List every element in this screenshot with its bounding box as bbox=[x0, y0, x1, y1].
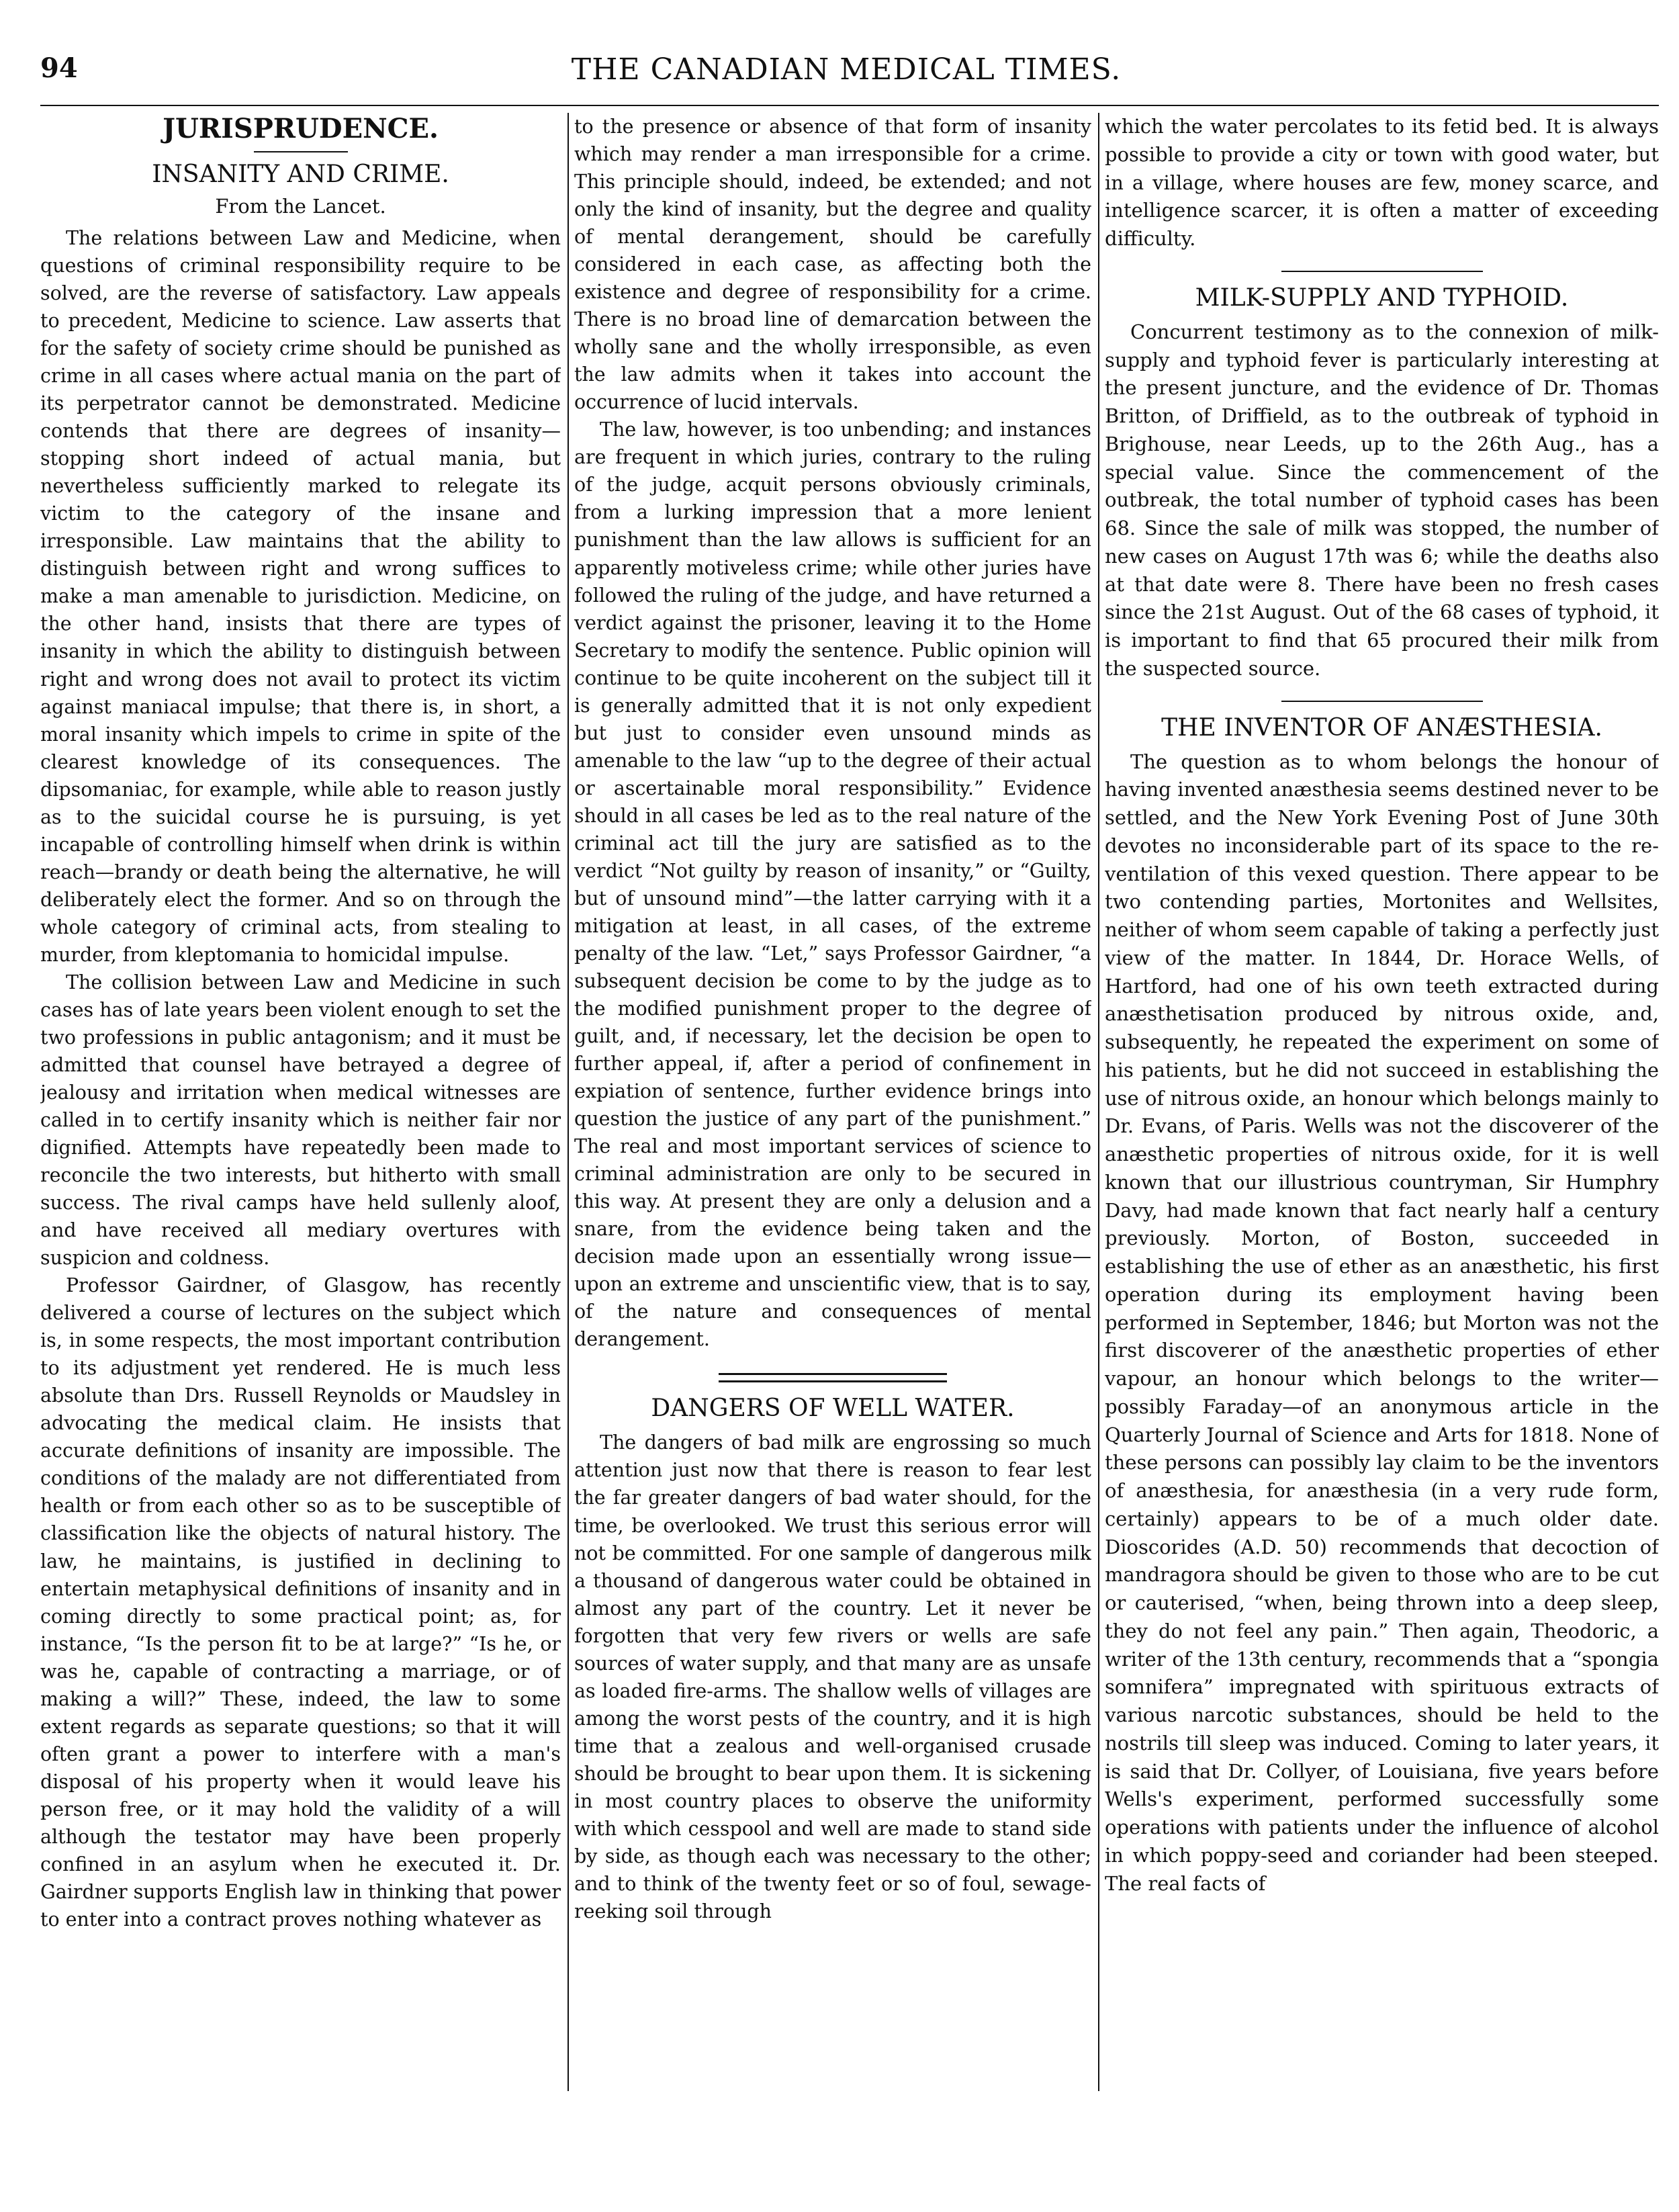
column-3 bbox=[1105, 113, 1659, 2091]
paragraph: Professor Gairdner, of Glasgow, has recently delivered a course of lectures on the subject which is, in some respects, the most important contribution to its adjustment yet rendered. He is much less absolute than Drs. Russell Reynolds or Maudsley in advocating the medical claim. He insists that accurate definitions of insanity are impossible. The conditions of the malady are not differentiated from health or from each other so as to be susceptible of classification like the objects of natural history. The law, he maintains, is justified in declining to entertain metaphysical definitions of insanity and in coming directly to some practical point; as, for instance, “Is the person fit to be at large?” “Is he, or was he, capable of contracting a marriage, or of making a will?” These, indeed, the law to some extent regards as separate questions; so that it will often grant a power to interfere with a man's disposal of his property when it would leave his person free, or it may hold the validity of a will although the testator may have been properly confined in an asylum when he executed it. Dr. Gairdner supports English law in thinking that power to enter into a contract proves nothing whatever as bbox=[40, 1274, 561, 1931]
page-number: 94 bbox=[40, 52, 78, 84]
paragraph: The dangers of bad milk are engrossing so much attention just now that there is reason to fear lest the far greater dangers of bad water should, for the time, be overlooked. We trust this serious error will not be committed. For one sample of dangerous milk a thousand of dangerous water could be obtained in almost any part of the country. Let it never be forgotten that very few rivers or wells are safe sources of water supply, and that many are as unsafe as loaded fire-arms. The shallow wells of villages are among the worst pests of the country, and it is high time that a zealous and well-organised crusade should be brought to bear upon them. It is sickening in most country places to observe the uniformity with which cesspool and well are made to stand side by side, as though each was necessary to the other; and to think of the twenty feet or so of foul, sewage-reeking soil through bbox=[574, 1431, 1091, 1922]
section-heading: JURISPRUDENCE. bbox=[163, 113, 439, 144]
paragraph: The law, however, is too unbending; and instances are frequent in which juries, contrary to the ruling of the judge, acquit persons obviously criminals, from a lurking impression that a more lenient punishment than the law allows is sufficient for an apparently motiveless crime; while other juries have followed the ruling of the judge, and have returned a verdict against the prisoner, leaving it to the Home Secretary to modify the sentence. Public opinion will continue to be quite incoherent on the subject till it is generally admitted that it is not only expedient but just to consider even unsound minds as amenable to the law “up to the degree of their actual or ascertainable moral responsibility.” Evidence should in all cases be led as to the real nature of the criminal act till the jury are satisfied as to the verdict “Not guilty by reason of insanity,” or “Guilty, but of unsound mind”—the latter carrying with it a mitigation at least, in all cases, of the extreme penalty of the law. “Let,” says Professor Gairdner, “a subsequent decision be come to by the judge as to the modified punishment proper to the degree of guilt, and, if necessary, let the decision be open to further appeal, if, after a period of confinement in expiation of sentence, further evidence brings into question the justice of any part of the punishment.” The real and most important services of science to criminal administration are only to be secured in this way. At present they are only a delusion and a snare, from the evidence being taken and the decision made upon an essentially wrong issue—upon an extreme and unscientific view, that is to say, of the nature and consequences of mental derangement. bbox=[574, 418, 1091, 1351]
paragraph: The collision between Law and Medicine in such cases has of late years been violent enough to set the two professions in public antagonism; and it must be admitted that counsel have betrayed a degree of jealousy and irritation when medical witnesses are called in to certify insanity which is neither fair nor dignified. Attempts have repeatedly been made to reconcile the two interests, but hitherto with small success. The rival camps have held sullenly aloof, and have received all mediary overtures with suspicion and coldness. bbox=[40, 971, 561, 1270]
paragraph: The question as to whom belongs the honour of having invented anæsthesia seems destined never to be settled, and the New York Evening Post of June 30th devotes no inconsiderable part of its space to the re-ventilation of this vexed question. There appear to be two contending parties, Mortonites and Wellsites, neither of whom seem capable of taking a perfectly just view of the matter. In 1844, Dr. Horace Wells, of Hartford, had one of his own teeth extracted during anæsthetisation produced by nitrous oxide, and, subsequently, he repeated the experiment on some of his patients, but he did not succeed in establishing the use of nitrous oxide, an honour which belongs mainly to Dr. Evans, of Paris. Wells was not the discoverer of the anæsthetic properties of nitrous oxide, for it is well known that our illustrious countryman, Sir Humphry Davy, had made known that fact nearly half a century previously. Morton, of Boston, succeeded in establishing the use of ether as an anæsthetic, his first operation during its employment having been performed in September, 1846; but Morton was not the first discoverer of the anæsthetic properties of ether vapour, an honour which belongs to the writer—possibly Faraday—of an anonymous article in the Quarterly Journal of Science and Arts for 1818. None of these persons can possibly lay claim to be the inventors of anæsthesia, for anæsthesia (in a very rude form, certainly) appears to be of a much older date. Dioscorides (A.D. 50) recommends that decoction of mandragora should be given to those who are to be cut or cauterised, “when, being thrown into a deep sleep, they do not feel any pain.” Then again, Theodoric, a writer of the 13th century, recommends that a “spongia somnifera” impregnated with spirituous extracts of various narcotic substances, should be held to the nostrils till sleep was induced. Coming to later years, it is said that Dr. Collyer, of Louisiana, five years before Wells's experiment, performed successfully some operations with patients under the influence of alcohol in which poppy-seed and coriander had been steeped. The real facts of bbox=[1105, 750, 1659, 1895]
paragraph: to the presence or absence of that form of insanity which may render a man irresponsible for a crime. This principle should, indeed, be extended; and not only the kind of insanity, but the degree and quality of mental derangement, should be carefully considered in each case, as affecting both the existence and degree of responsibility for a crime. There is no broad line of demarcation between the wholly sane and the wholly irresponsible, as even the law admits when it takes into account the occurrence of lucid intervals. bbox=[574, 116, 1091, 414]
article-title-dangers-of-well-water: DANGERS OF WELL WATER. bbox=[651, 1395, 1015, 1423]
paragraph: Concurrent testimony as to the connexion of milk-supply and typhoid fever is particularly interesting at the present juncture, and the evidence of Dr. Thomas Britton, of Driffield, as to the outbreak of typhoid in Brighouse, near Leeds, up to the 26th Aug., has a special value. Since the commencement of the outbreak, the total number of typhoid cases has been 68. Since the sale of milk was stopped, the number of new cases on August 17th was 6; while the deaths also at that date were 8. There have been no fresh cases since the 21st August. Out of the 68 cases of typhoid, it is important to find that 65 procured their milk from the suspected source. bbox=[1105, 320, 1659, 680]
column-rule bbox=[1098, 113, 1099, 2091]
article-title-milk-supply-and-typhoid: MILK-SUPPLY AND TYPHOID. bbox=[1195, 283, 1569, 312]
header-rule bbox=[40, 105, 1659, 106]
paragraph: which the water percolates to its fetid bed. It is always possible to provide a city or town with good water, but in a village, where houses are few, money scarce, and intelligence scarcer, it is often a matter of exceeding difficulty. bbox=[1105, 115, 1659, 250]
divider-rule bbox=[254, 151, 348, 152]
column-2 bbox=[574, 113, 1091, 2091]
article-title-inventor-of-anaesthesia: THE INVENTOR OF ANÆSTHESIA. bbox=[1161, 713, 1602, 742]
divider-rule bbox=[1281, 701, 1483, 702]
journal-title: THE CANADIAN MEDICAL TIMES. bbox=[571, 52, 1122, 87]
paragraph: The relations between Law and Medicine, when questions of criminal responsibility require to be solved, are the reverse of satisfactory. Law appeals to precedent, Medicine to science. Law asserts that for the safety of society crime should be punished as crime in all cases where actual mania on the part of its perpetrator cannot be demonstrated. Medicine contends that there are degrees of insanity—stopping short indeed of actual mania, but nevertheless sufficiently marked to relegate its victim to the category of the insane and irresponsible. Law maintains that the ability to distinguish between right and wrong suffices to make a man amenable to jurisdiction. Medicine, on the other hand, insists that there are types of insanity in which the ability to distinguish between right and wrong does not avail to protect its victim against maniacal impulse; that there is, in short, a moral insanity which impels to crime in spite of the clearest knowledge of its consequences. The dipsomaniac, for example, while able to reason justly as to the suicidal course he is pursuing, is yet incapable of controlling himself when drink is within reach—brandy or death being the alternative, he will deliberately elect the former. And so on through the whole category of criminal acts, from stealing to murder, from kleptomania to homicidal impulse. bbox=[40, 227, 561, 966]
double-divider-rule bbox=[719, 1373, 947, 1382]
article-title-insanity-and-crime: INSANITY AND CRIME. bbox=[152, 161, 449, 188]
column-1 bbox=[40, 113, 561, 2091]
article-source: From the Lancet. bbox=[215, 195, 386, 218]
divider-rule bbox=[1281, 271, 1483, 272]
running-head bbox=[40, 52, 1652, 99]
column-rule bbox=[568, 113, 569, 2091]
